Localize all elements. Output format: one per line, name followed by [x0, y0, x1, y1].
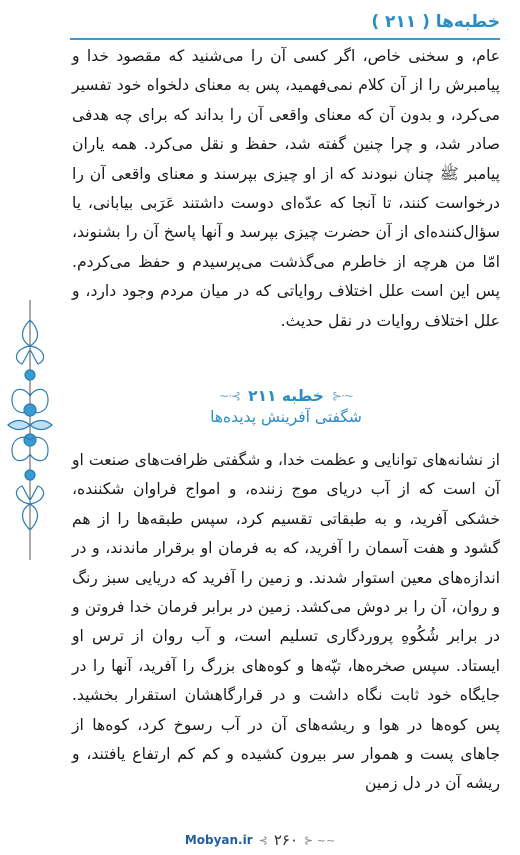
paragraph-1: عام، و سخنی خاص، اگر کسی آن را می‌شنید که مقصود خدا و پیامبرش را از آن کلام نمی‌فهمید، پس به معنای دلخواه خود تفسیر می‌کرد، و بدون آن که معنای واقعی آن را بداند که برای چه هدفی صادر شد، و چرا چنین گفته شد، حفظ و نقل می‌کرد. همه یاران پیامبر ﷺ چنان نبودند که از او چیزی بپرسند و معنای واقعی آن را درخواست کنند، تا آنجا که عدّه‌ای دوست داشتند عَرَبی بیابانی، یا سؤال‌کننده‌ای از آن حضرت چیزی بپرسد و آنها پاسخ آن را بشنوند، امّا من هرچه از خاطرم می‌گذشت می‌پرسیدم و حفظ می‌کردم. پس این است علل اختلاف روایاتی که در میان مردم وجود دارد، و علل اختلاف روایات در نقل حدیث.	[72, 47, 500, 330]
section-heading	[72, 385, 500, 426]
section-number-row	[72, 385, 500, 407]
floral-ornament-icon	[6, 300, 54, 560]
header-title: خطبه‌ها ( ۲۱۱ )	[371, 12, 500, 32]
section-number: خطبه ۲۱۱	[248, 387, 324, 405]
site-name: Mobyan.ir	[184, 833, 253, 847]
footer-flourish-right-icon: ⊱ ~~	[304, 833, 336, 847]
paragraph-2: از نشانه‌های توانایی و عظمت خدا، و شگفتی ظرافت‌های صنعت او آن است که از آب دریای موج زننده، و امواج فراوان شکننده، خشکی آفرید، و به طبقاتی تقسیم کرد، سپس طبقه‌ها را از هم گشود و هفت آسمان را آفرید، که به فرمان او برقرار ماندند، و در اندازه‌های معین استوار شدند. و زمین را آفرید که دریایی سبز رنگ و روان، آن را بر دوش می‌کشد. زمین در برابر فرمان خدا فروتن و در برابر شُکُوهِ پروردگاری تسلیم است، و آب روان از ترس او ایستاد. سپس صخره‌ها، تپّه‌ها و کوه‌های بزرگ را آفرید، آنها را در جایگاه خود ثابت نگاه داشت و در قرارگاهشان استقرار بخشید. پس کوه‌ها در هوا و ریشه‌های آن در آب رسوخ کرد، کوه‌ها از جاهای پست و هموار سر بیرون کشیده و کم کم ارتفاع یافتند، و ریشه آن در دل زمین	[72, 451, 500, 793]
right-flourish-icon: ⊱·~	[219, 389, 241, 403]
left-flourish-icon: ~·⊰	[331, 389, 353, 403]
page-number: ۲۶۰	[273, 831, 299, 849]
footer-flourish-icon: ⊰	[258, 833, 268, 847]
section-subtitle: شگفتی آفرینش پدیده‌ها	[210, 408, 362, 426]
page-header	[70, 8, 500, 40]
page-footer	[60, 829, 460, 851]
